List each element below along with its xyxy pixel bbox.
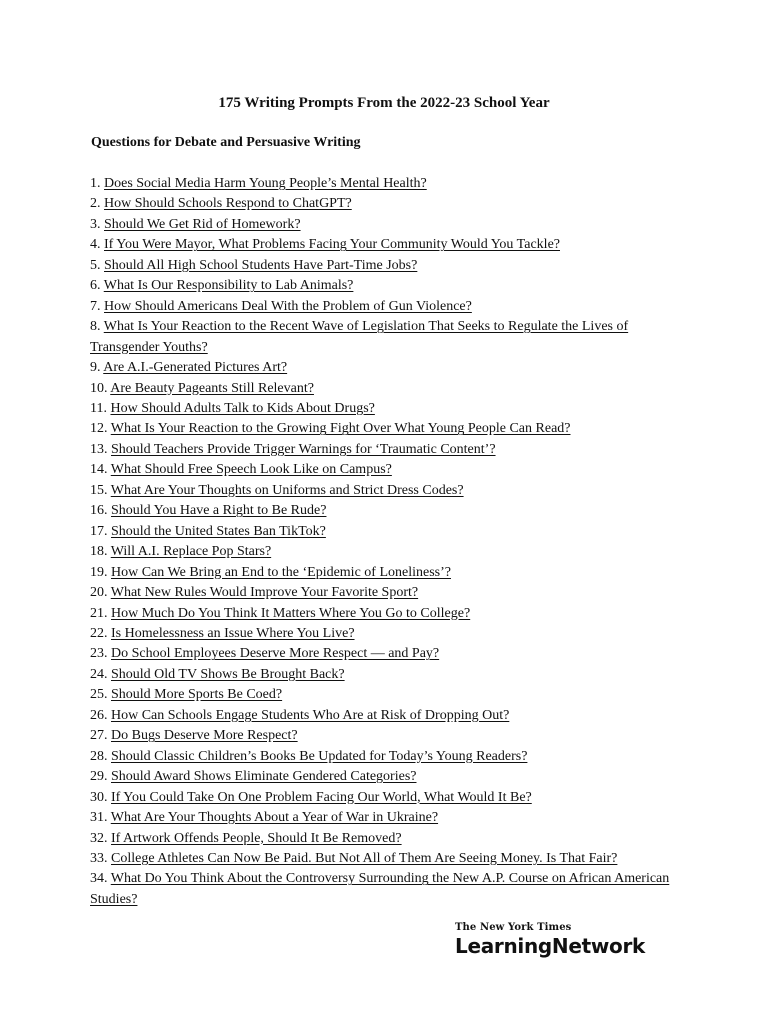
prompt-number: 7. (90, 298, 101, 314)
prompt-item (90, 604, 690, 624)
prompt-link[interactable]: If You Were Mayor, What Problems Facing Your Community Would You Tackle? (104, 237, 560, 253)
prompt-number: 20. (90, 585, 108, 601)
prompt-link[interactable]: If You Could Take On One Problem Facing Our World, What Would It Be? (111, 789, 532, 805)
prompt-link[interactable]: What New Rules Would Improve Your Favorite Sport? (110, 585, 419, 601)
prompt-item (90, 624, 690, 644)
prompt-link[interactable]: College Athletes Can Now Be Paid. But Not All of Them Are Seeing Money. Is That Fair? (111, 850, 618, 866)
prompt-item (90, 829, 690, 849)
prompt-item (90, 808, 690, 828)
learning-network-logo (455, 922, 675, 964)
prompt-link[interactable]: Should We Get Rid of Homework? (104, 216, 301, 232)
prompt-number: 31. (90, 810, 108, 826)
prompt-link[interactable]: How Can Schools Engage Students Who Are at Risk of Dropping Out? (111, 707, 510, 723)
prompt-item (90, 849, 690, 869)
prompt-number: 23. (90, 646, 108, 662)
prompt-number: 10. (90, 380, 108, 396)
prompt-number: 32. (90, 830, 108, 846)
prompt-link[interactable]: What Do You Think About the Controversy Surrounding the New A.P. Course on African American Studies? (90, 871, 670, 907)
prompt-item (90, 419, 690, 439)
prompt-number: 11. (90, 400, 107, 416)
prompt-number: 5. (90, 257, 101, 273)
prompt-item (90, 563, 690, 583)
prompt-link[interactable]: Is Homelessness an Issue Where You Live? (111, 625, 355, 641)
prompt-link[interactable]: Should All High School Students Have Part-Time Jobs? (104, 257, 418, 273)
prompt-number: 34. (90, 871, 108, 887)
prompt-item (90, 440, 690, 460)
prompt-item (90, 276, 690, 296)
prompt-link[interactable]: What Is Your Reaction to the Growing Fight Over What Young People Can Read? (110, 421, 571, 437)
prompt-link[interactable]: What Is Your Reaction to the Recent Wave of Legislation That Seeks to Regulate the Lives of Transgender Youths? (90, 319, 629, 355)
prompt-number: 30. (90, 789, 108, 805)
prompt-item (90, 685, 690, 705)
prompt-link[interactable]: Should Award Shows Eliminate Gendered Categories? (111, 769, 417, 785)
nyt-wordmark: The New York Times (455, 922, 572, 933)
prompt-number: 29. (90, 769, 108, 785)
learning-network-wordmark: LearningNetwork (455, 934, 646, 958)
prompt-item (90, 522, 690, 542)
prompt-link[interactable]: How Much Do You Think It Matters Where You Go to College? (111, 605, 471, 621)
prompt-item (90, 747, 690, 767)
prompt-number: 4. (90, 237, 101, 253)
prompt-number: 9. (90, 360, 101, 376)
prompt-item (90, 481, 690, 501)
prompt-item (90, 297, 690, 317)
prompt-number: 21. (90, 605, 108, 621)
prompt-link[interactable]: Will A.I. Replace Pop Stars? (110, 544, 272, 560)
prompt-number: 26. (90, 707, 108, 723)
prompt-number: 18. (90, 544, 108, 560)
prompt-number: 2. (90, 196, 101, 212)
prompt-number: 12. (90, 421, 108, 437)
prompt-item (90, 379, 690, 399)
prompt-link[interactable]: How Should Adults Talk to Kids About Drugs? (110, 400, 375, 416)
prompt-item (90, 256, 690, 276)
prompt-link[interactable]: Should Teachers Provide Trigger Warnings for ‘Traumatic Content’? (111, 441, 496, 457)
prompt-link[interactable]: Should More Sports Be Coed? (111, 687, 283, 703)
prompt-number: 13. (90, 441, 108, 457)
prompt-link[interactable]: Do Bugs Deserve More Respect? (111, 728, 298, 744)
prompt-item (90, 583, 690, 603)
prompt-number: 19. (90, 564, 108, 580)
prompt-link[interactable]: How Should Schools Respond to ChatGPT? (104, 196, 352, 212)
prompt-number: 6. (90, 278, 101, 294)
prompt-item (90, 767, 690, 787)
prompt-number: 33. (90, 850, 108, 866)
prompt-link[interactable]: How Can We Bring an End to the ‘Epidemic of Loneliness’? (111, 564, 451, 580)
prompt-item (90, 174, 690, 194)
prompt-link[interactable]: Should Old TV Shows Be Brought Back? (111, 666, 345, 682)
prompt-item (90, 869, 690, 910)
prompt-number: 1. (90, 176, 101, 191)
prompt-link[interactable]: Should the United States Ban TikTok? (111, 523, 326, 539)
prompt-item (90, 542, 690, 562)
prompt-number: 22. (90, 625, 108, 641)
prompt-item (90, 235, 690, 255)
prompt-number: 27. (90, 728, 108, 744)
prompt-item (90, 399, 690, 419)
prompt-item (90, 706, 690, 726)
section-heading: Questions for Debate and Persuasive Writing (91, 135, 361, 150)
prompt-number: 15. (90, 482, 108, 498)
prompt-link[interactable]: Does Social Media Harm Young People’s Mental Health? (104, 176, 427, 191)
prompt-link[interactable]: What Should Free Speech Look Like on Campus? (110, 462, 392, 478)
prompt-item (90, 358, 690, 378)
prompt-number: 25. (90, 687, 108, 703)
prompt-number: 17. (90, 523, 108, 539)
prompt-link[interactable]: Are A.I.-Generated Pictures Art? (103, 360, 288, 376)
prompt-list (90, 174, 690, 910)
prompt-number: 3. (90, 216, 101, 232)
prompt-link[interactable]: How Should Americans Deal With the Problem of Gun Violence? (104, 298, 472, 314)
prompt-number: 28. (90, 748, 108, 764)
prompt-item (90, 317, 690, 358)
prompt-number: 14. (90, 462, 108, 478)
prompt-item (90, 726, 690, 746)
prompt-item (90, 665, 690, 685)
prompt-item (90, 788, 690, 808)
prompt-number: 8. (90, 319, 101, 335)
prompt-link[interactable]: What Is Our Responsibility to Lab Animals? (103, 278, 354, 294)
prompt-link[interactable]: Should Classic Children’s Books Be Updated for Today’s Young Readers? (111, 748, 528, 764)
prompt-item (90, 460, 690, 480)
prompt-item (90, 194, 690, 214)
prompt-link[interactable]: What Are Your Thoughts About a Year of War in Ukraine? (110, 810, 439, 826)
prompt-item (90, 215, 690, 235)
prompt-number: 16. (90, 503, 108, 519)
prompt-item (90, 501, 690, 521)
document-title: 175 Writing Prompts From the 2022-23 School Year (218, 95, 550, 111)
prompt-link[interactable]: Do School Employees Deserve More Respect — and Pay? (111, 646, 440, 662)
prompt-link[interactable]: Are Beauty Pageants Still Relevant? (110, 380, 314, 396)
prompt-link[interactable]: Should You Have a Right to Be Rude? (111, 503, 327, 519)
prompt-link[interactable]: What Are Your Thoughts on Uniforms and Strict Dress Codes? (110, 482, 464, 498)
prompt-link[interactable]: If Artwork Offends People, Should It Be Removed? (111, 830, 402, 846)
prompt-number: 24. (90, 666, 108, 682)
prompt-item (90, 644, 690, 664)
